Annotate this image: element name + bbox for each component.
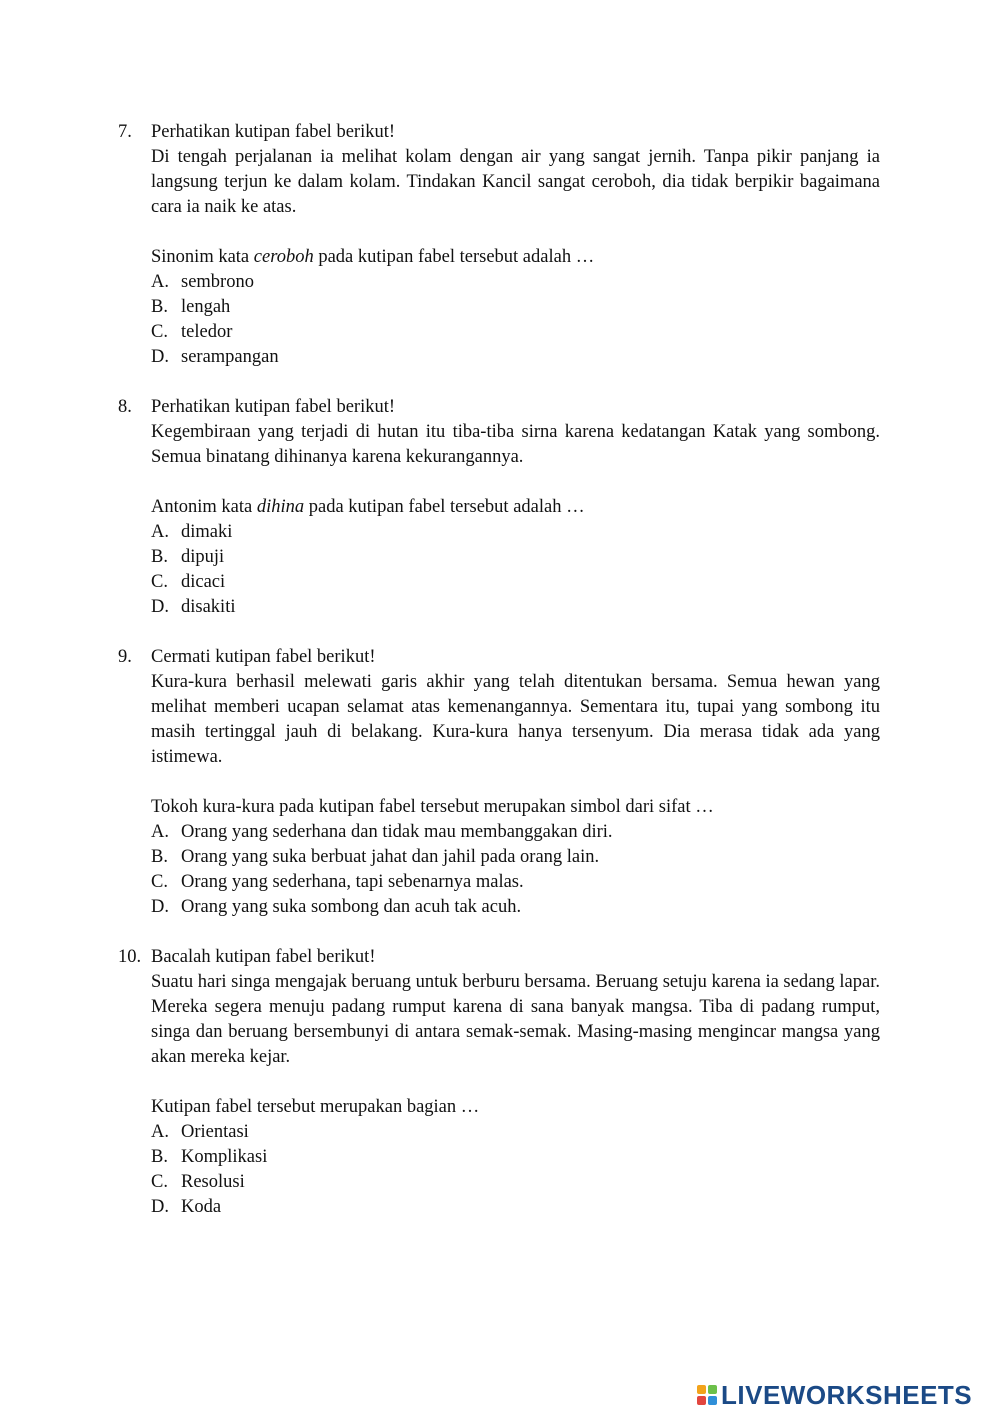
prompt-keyword: dihina xyxy=(256,497,305,517)
question-header xyxy=(118,120,880,145)
question-instruction: Perhatikan kutipan fabel berikut! xyxy=(151,122,396,142)
liveworksheets-watermark xyxy=(697,1380,972,1410)
option-text: Orang yang sederhana, tapi sebenarnya malas. xyxy=(181,872,524,892)
option-d[interactable] xyxy=(151,595,880,620)
prompt-text-before: Kutipan fabel tersebut merupakan bagian … xyxy=(151,1097,480,1117)
fable-passage: Di tengah perjalanan ia melihat kolam dengan air yang sangat jernih. Tanpa pikir panjang ia langsung terjun ke dalam kolam. Tindakan Kancil sangat ceroboh, dia tidak berpikir bagaimana cara ia naik ke atas. xyxy=(151,147,880,217)
option-a[interactable] xyxy=(151,820,880,845)
option-letter: D. xyxy=(151,1197,169,1217)
question-8 xyxy=(118,395,880,620)
liveworksheets-logo-icon xyxy=(697,1385,717,1405)
question-body xyxy=(151,145,880,370)
fable-passage: Kura-kura berhasil melewati garis akhir yang telah ditentukan bersama. Semua hewan yang melihat memberi ucapan selamat atas kemenangannya. Sementara itu, tupai yang sombong itu masih tertinggal jauh di belakang. Kura-kura hanya tersenyum. Dia merasa tidak ada yang istimewa. xyxy=(151,672,880,767)
prompt-text-after: pada kutipan fabel tersebut adalah … xyxy=(313,247,595,267)
option-text: dicaci xyxy=(181,572,226,592)
option-text: Koda xyxy=(181,1197,222,1217)
watermark-text: LIVEWORKSHEETS xyxy=(721,1379,973,1410)
option-c[interactable] xyxy=(151,1170,880,1195)
option-a[interactable] xyxy=(151,270,880,295)
option-letter: D. xyxy=(151,897,169,917)
answer-options xyxy=(151,270,880,370)
question-number: 10. xyxy=(118,947,142,967)
option-d[interactable] xyxy=(151,895,880,920)
option-letter: B. xyxy=(151,297,168,317)
option-text: serampangan xyxy=(181,347,279,367)
option-letter: A. xyxy=(151,522,169,542)
question-instruction: Cermati kutipan fabel berikut! xyxy=(151,647,376,667)
option-d[interactable] xyxy=(151,345,880,370)
option-text: lengah xyxy=(181,297,231,317)
option-letter: B. xyxy=(151,1147,168,1167)
prompt-keyword: ceroboh xyxy=(253,247,314,267)
question-prompt xyxy=(151,1095,880,1120)
option-letter: C. xyxy=(151,1172,168,1192)
option-text: disakiti xyxy=(181,597,236,617)
option-text: Orang yang suka sombong dan acuh tak acuh. xyxy=(181,897,522,917)
question-prompt xyxy=(151,245,880,270)
prompt-text-before: Tokoh kura-kura pada kutipan fabel tersebut merupakan simbol dari sifat … xyxy=(151,797,714,817)
question-prompt xyxy=(151,795,880,820)
option-text: dipuji xyxy=(181,547,225,567)
question-header xyxy=(118,945,880,970)
question-instruction: Bacalah kutipan fabel berikut! xyxy=(151,947,376,967)
question-7 xyxy=(118,120,880,370)
question-header xyxy=(118,395,880,420)
option-text: Komplikasi xyxy=(181,1147,268,1167)
option-c[interactable] xyxy=(151,870,880,895)
question-number: 7. xyxy=(118,122,132,142)
question-number: 9. xyxy=(118,647,132,667)
option-c[interactable] xyxy=(151,570,880,595)
logo-square-icon xyxy=(708,1396,717,1405)
logo-square-icon xyxy=(708,1385,717,1394)
logo-square-icon xyxy=(697,1396,706,1405)
question-body xyxy=(151,670,880,920)
option-text: dimaki xyxy=(181,522,233,542)
option-d[interactable] xyxy=(151,1195,880,1220)
option-text: Resolusi xyxy=(181,1172,245,1192)
option-text: sembrono xyxy=(181,272,254,292)
option-letter: B. xyxy=(151,547,168,567)
option-text: teledor xyxy=(181,322,233,342)
fable-passage: Suatu hari singa mengajak beruang untuk berburu bersama. Beruang setuju karena ia sedang lapar. Mereka segera menuju padang rumput karena di sana banyak mangsa. Tiba di padang rumput, singa dan beruang bersembunyi di antara semak-semak. Masing-masing mengincar mangsa yang akan mereka kejar. xyxy=(151,972,880,1067)
option-letter: D. xyxy=(151,347,169,367)
option-b[interactable] xyxy=(151,845,880,870)
answer-options xyxy=(151,1120,880,1220)
prompt-text-before: Sinonim kata xyxy=(151,247,254,267)
option-letter: A. xyxy=(151,272,169,292)
logo-square-icon xyxy=(697,1385,706,1394)
option-b[interactable] xyxy=(151,295,880,320)
option-text: Orientasi xyxy=(181,1122,249,1142)
option-letter: D. xyxy=(151,597,169,617)
question-body xyxy=(151,970,880,1220)
option-letter: C. xyxy=(151,872,168,892)
answer-options xyxy=(151,520,880,620)
option-b[interactable] xyxy=(151,545,880,570)
question-prompt xyxy=(151,495,880,520)
option-a[interactable] xyxy=(151,520,880,545)
fable-passage: Kegembiraan yang terjadi di hutan itu tiba-tiba sirna karena kedatangan Katak yang sombong. Semua binatang dihinanya karena kekurangannya. xyxy=(151,422,880,467)
option-text: Orang yang suka berbuat jahat dan jahil pada orang lain. xyxy=(181,847,600,867)
option-letter: A. xyxy=(151,822,169,842)
question-instruction: Perhatikan kutipan fabel berikut! xyxy=(151,397,396,417)
question-9 xyxy=(118,645,880,920)
question-body xyxy=(151,420,880,620)
option-c[interactable] xyxy=(151,320,880,345)
question-number: 8. xyxy=(118,397,132,417)
answer-options xyxy=(151,820,880,920)
option-b[interactable] xyxy=(151,1145,880,1170)
option-text: Orang yang sederhana dan tidak mau membanggakan diri. xyxy=(181,822,613,842)
question-10 xyxy=(118,945,880,1220)
option-letter: B. xyxy=(151,847,168,867)
option-letter: A. xyxy=(151,1122,169,1142)
option-a[interactable] xyxy=(151,1120,880,1145)
option-letter: C. xyxy=(151,572,168,592)
prompt-text-before: Antonim kata xyxy=(151,497,257,517)
prompt-text-after: pada kutipan fabel tersebut adalah … xyxy=(304,497,585,517)
option-letter: C. xyxy=(151,322,168,342)
question-header xyxy=(118,645,880,670)
